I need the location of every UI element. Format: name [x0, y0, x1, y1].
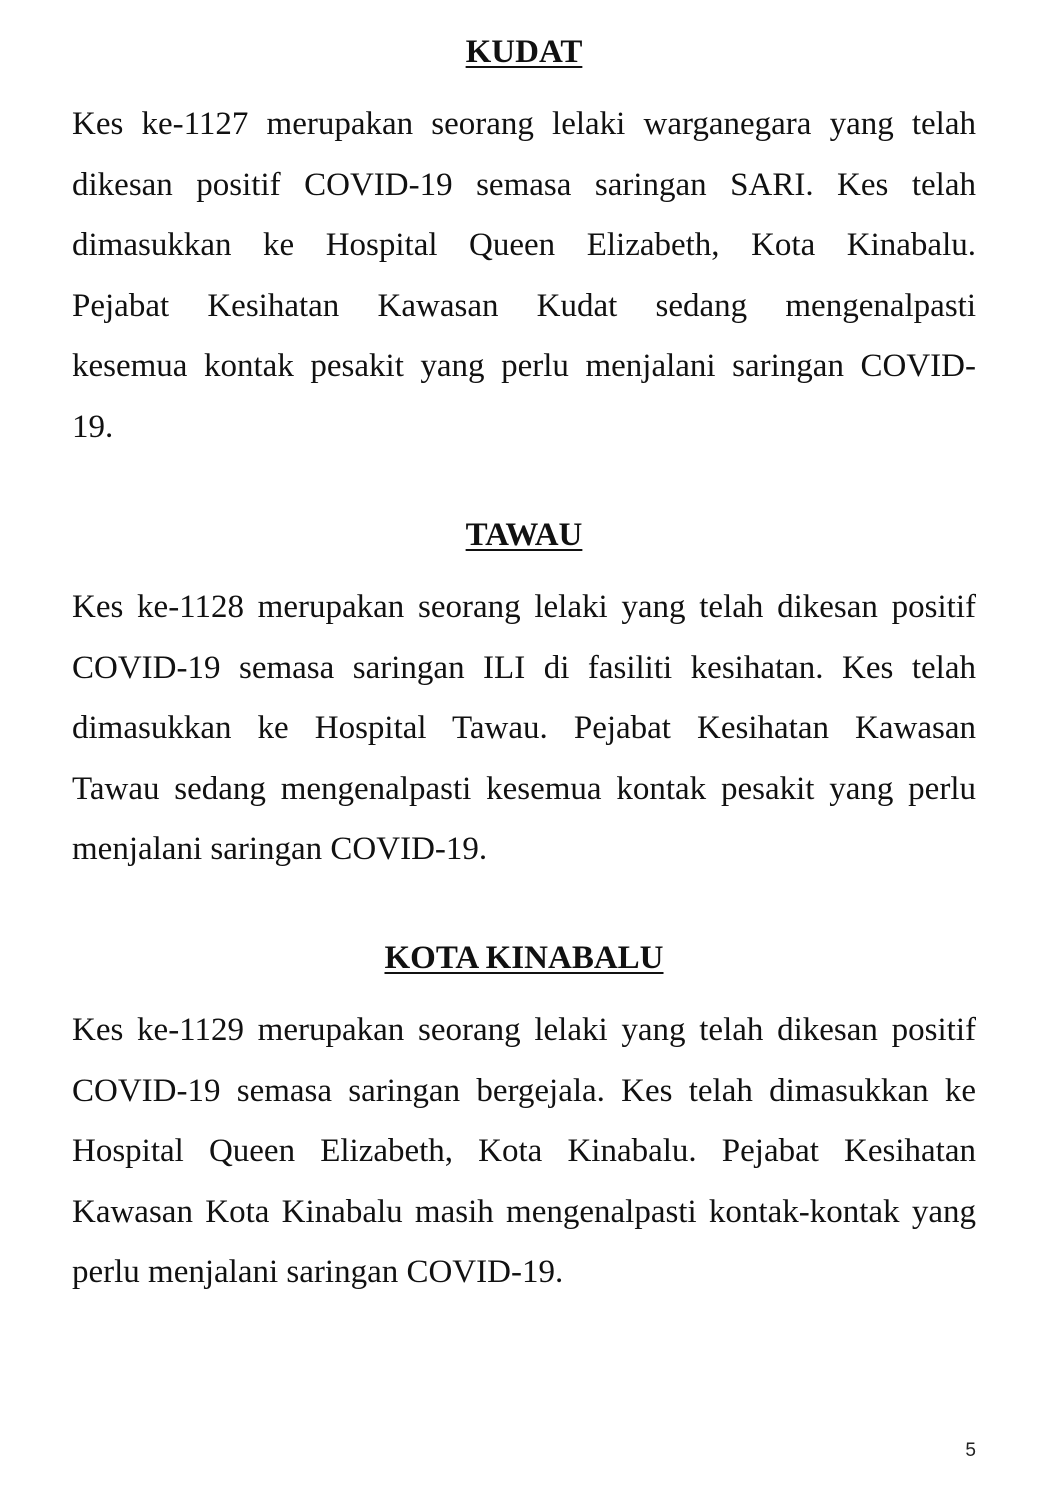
paragraph-line: COVID-19 semasa saringan bergejala. Kes telah dimasukkan ke — [72, 1072, 976, 1109]
paragraph-line: menjalani saringan COVID-19. — [72, 831, 488, 867]
section-paragraph — [72, 577, 976, 880]
section-paragraph — [72, 94, 976, 457]
section-kudat — [72, 32, 976, 457]
paragraph-line: dimasukkan ke Hospital Tawau. Pejabat Kesihatan Kawasan — [72, 710, 976, 746]
section-tawau — [72, 515, 976, 880]
paragraph-line: dikesan positif COVID-19 semasa saringan SARI. Kes telah — [72, 166, 976, 203]
section-heading: KUDAT — [465, 34, 583, 70]
page-number: 5 — [965, 1440, 976, 1461]
paragraph-line: Kawasan Kota Kinabalu masih mengenalpasti kontak-kontak yang — [72, 1193, 976, 1230]
paragraph-line: Kes ke-1127 merupakan seorang lelaki warganegara yang telah — [72, 106, 976, 142]
section-heading: TAWAU — [465, 517, 583, 553]
paragraph-line: COVID-19 semasa saringan ILI di fasiliti kesihatan. Kes telah — [72, 649, 976, 686]
paragraph-line: Hospital Queen Elizabeth, Kota Kinabalu. Pejabat Kesihatan — [72, 1133, 976, 1169]
paragraph-line: 19. — [72, 408, 114, 445]
paragraph-line: dimasukkan ke Hospital Queen Elizabeth, Kota Kinabalu. — [72, 227, 976, 263]
section-heading: KOTA KINABALU — [384, 940, 664, 976]
section-paragraph — [72, 1000, 976, 1303]
paragraph-line: Kes ke-1129 merupakan seorang lelaki yang telah dikesan positif — [72, 1012, 976, 1048]
paragraph-line: Tawau sedang mengenalpasti kesemua kontak pesakit yang perlu — [72, 770, 976, 807]
paragraph-line: kesemua kontak pesakit yang perlu menjalani saringan COVID- — [72, 348, 976, 384]
paragraph-line: perlu menjalani saringan COVID-19. — [72, 1254, 564, 1290]
section-kota-kinabalu — [72, 938, 976, 1303]
paragraph-line: Pejabat Kesihatan Kawasan Kudat sedang mengenalpasti — [72, 287, 976, 324]
paragraph-line: Kes ke-1128 merupakan seorang lelaki yang telah dikesan positif — [72, 589, 976, 625]
